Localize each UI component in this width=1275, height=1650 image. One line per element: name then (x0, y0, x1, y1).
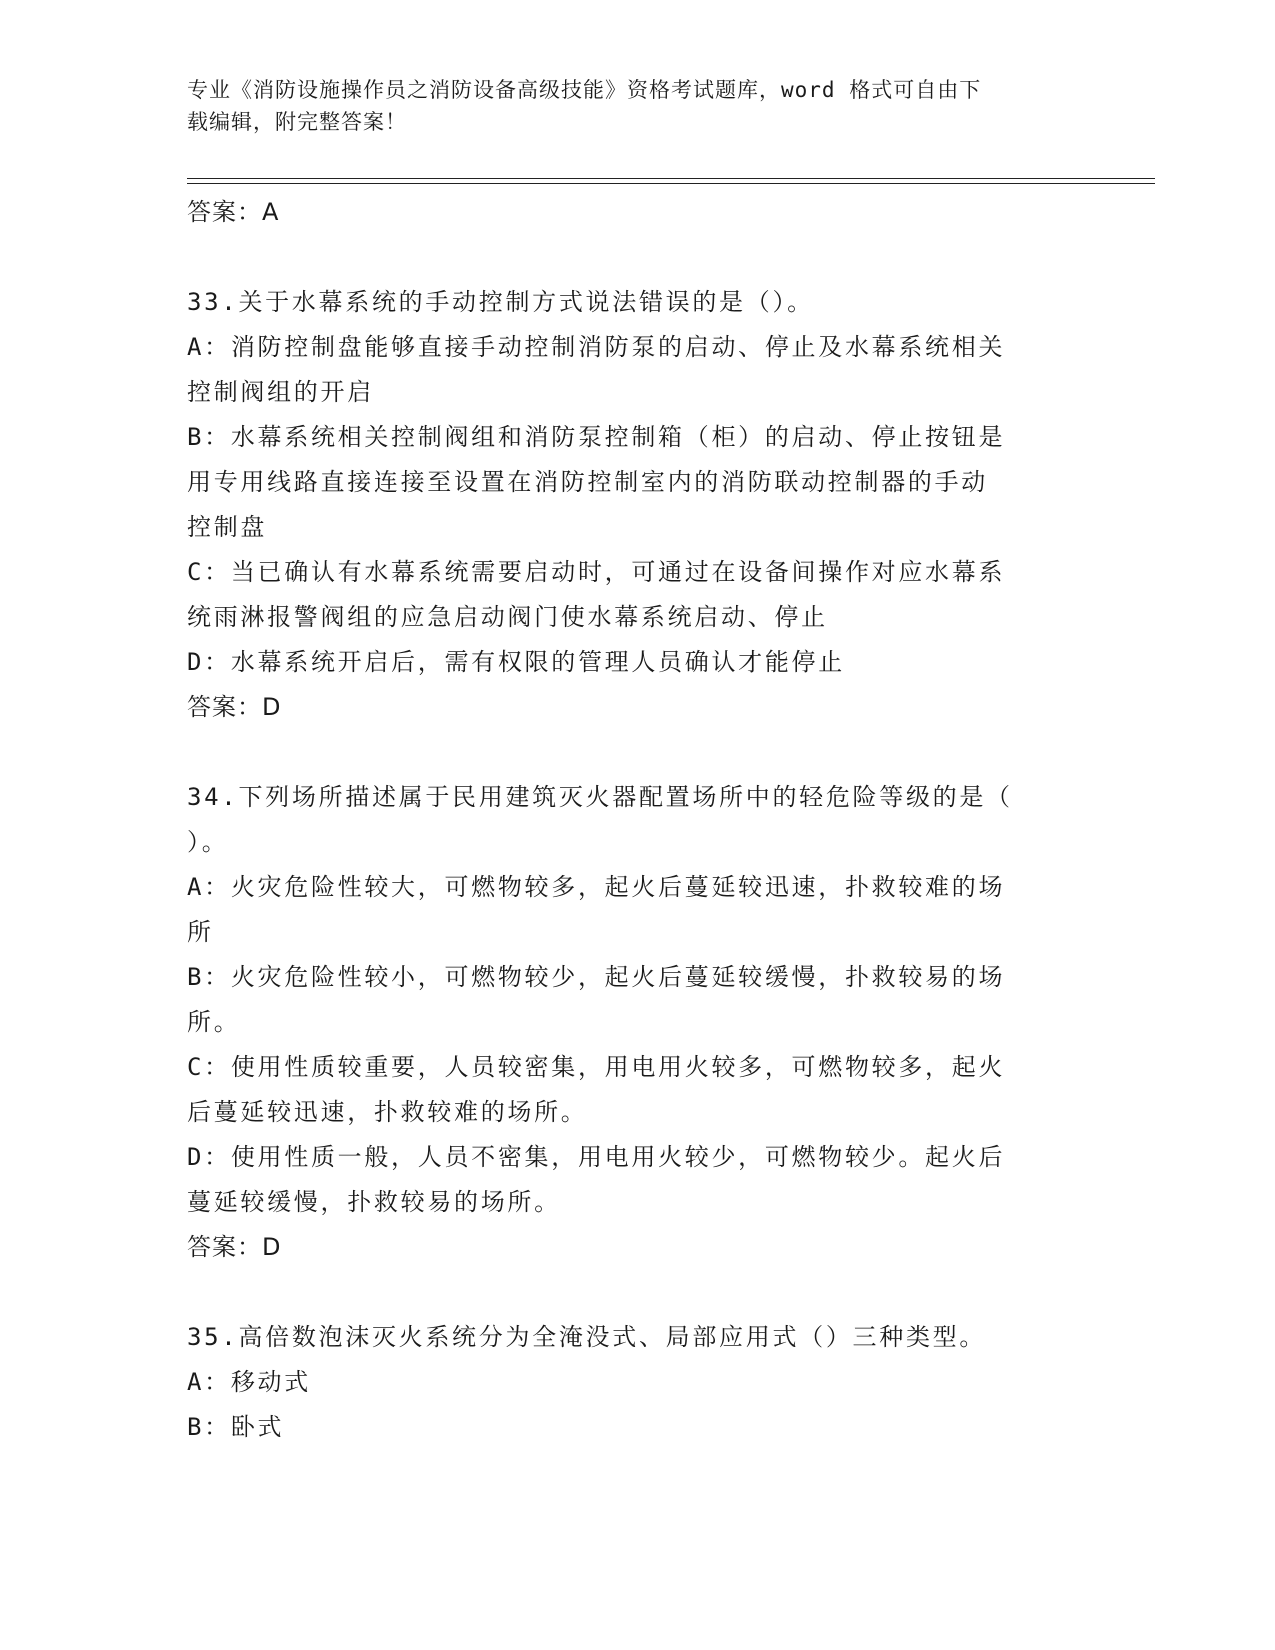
option-a: A：消防控制盘能够直接手动控制消防泵的启动、停止及水幕系统相关 (187, 333, 1006, 361)
question-text: 34.下列场所描述属于民用建筑灭火器配置场所中的轻危险等级的是（ (187, 783, 1013, 811)
option-b: B：水幕系统相关控制阀组和消防泵控制箱（柜）的启动、停止按钮是 (187, 423, 1006, 451)
question-text-cont: ）。 (187, 828, 229, 856)
option-d: D：使用性质一般，人员不密集，用电用火较少，可燃物较少。起火后 (187, 1143, 1006, 1171)
option-b-cont: 所。 (187, 1008, 241, 1036)
question-text: 35.高倍数泡沫灭火系统分为全淹没式、局部应用式（）三种类型。 (187, 1323, 987, 1351)
option-b-cont: 用专用线路直接连接至设置在消防控制室内的消防联动控制器的手动 (187, 468, 988, 496)
header-line-1: 专业《消防设施操作员之消防设备高级技能》资格考试题库，word 格式可自由下 (187, 78, 982, 102)
question-text: 33.关于水幕系统的手动控制方式说法错误的是（）。 (187, 288, 814, 316)
option-a: A：火灾危险性较大，可燃物较多，起火后蔓延较迅速，扑救较难的场 (187, 873, 1006, 901)
option-d: D：水幕系统开启后，需有权限的管理人员确认才能停止 (187, 648, 845, 676)
option-c-cont: 统雨淋报警阀组的应急启动阀门使水幕系统启动、停止 (187, 603, 828, 631)
question-33 (187, 280, 1087, 730)
answer-label: 答案：A (187, 198, 280, 226)
header-divider-bottom (187, 183, 1155, 184)
option-a-cont: 控制阀组的开启 (187, 378, 374, 406)
option-d-cont: 蔓延较缓慢，扑救较易的场所。 (187, 1188, 561, 1216)
option-b: B：火灾危险性较小，可燃物较少，起火后蔓延较缓慢，扑救较易的场 (187, 963, 1006, 991)
question-list (187, 190, 1087, 1450)
option-b: B：卧式 (187, 1413, 285, 1441)
question-35 (187, 1315, 1087, 1450)
option-a-cont: 所 (187, 918, 214, 946)
option-b-cont: 控制盘 (187, 513, 268, 541)
header-divider-top (187, 178, 1155, 179)
question-34 (187, 775, 1087, 1270)
option-c: C：当已确认有水幕系统需要启动时，可通过在设备间操作对应水幕系 (187, 558, 1006, 586)
answer-label: 答案：D (187, 693, 282, 721)
option-c: C：使用性质较重要，人员较密集，用电用火较多，可燃物较多，起火 (187, 1053, 1006, 1081)
spacer (187, 235, 1087, 280)
spacer (187, 730, 1087, 775)
answer-label: 答案：D (187, 1233, 282, 1261)
header-line-2: 载编辑，附完整答案！ (187, 110, 407, 134)
spacer (187, 1270, 1087, 1315)
option-a: A：移动式 (187, 1368, 311, 1396)
option-c-cont: 后蔓延较迅速，扑救较难的场所。 (187, 1098, 588, 1126)
document-header (187, 74, 1087, 138)
